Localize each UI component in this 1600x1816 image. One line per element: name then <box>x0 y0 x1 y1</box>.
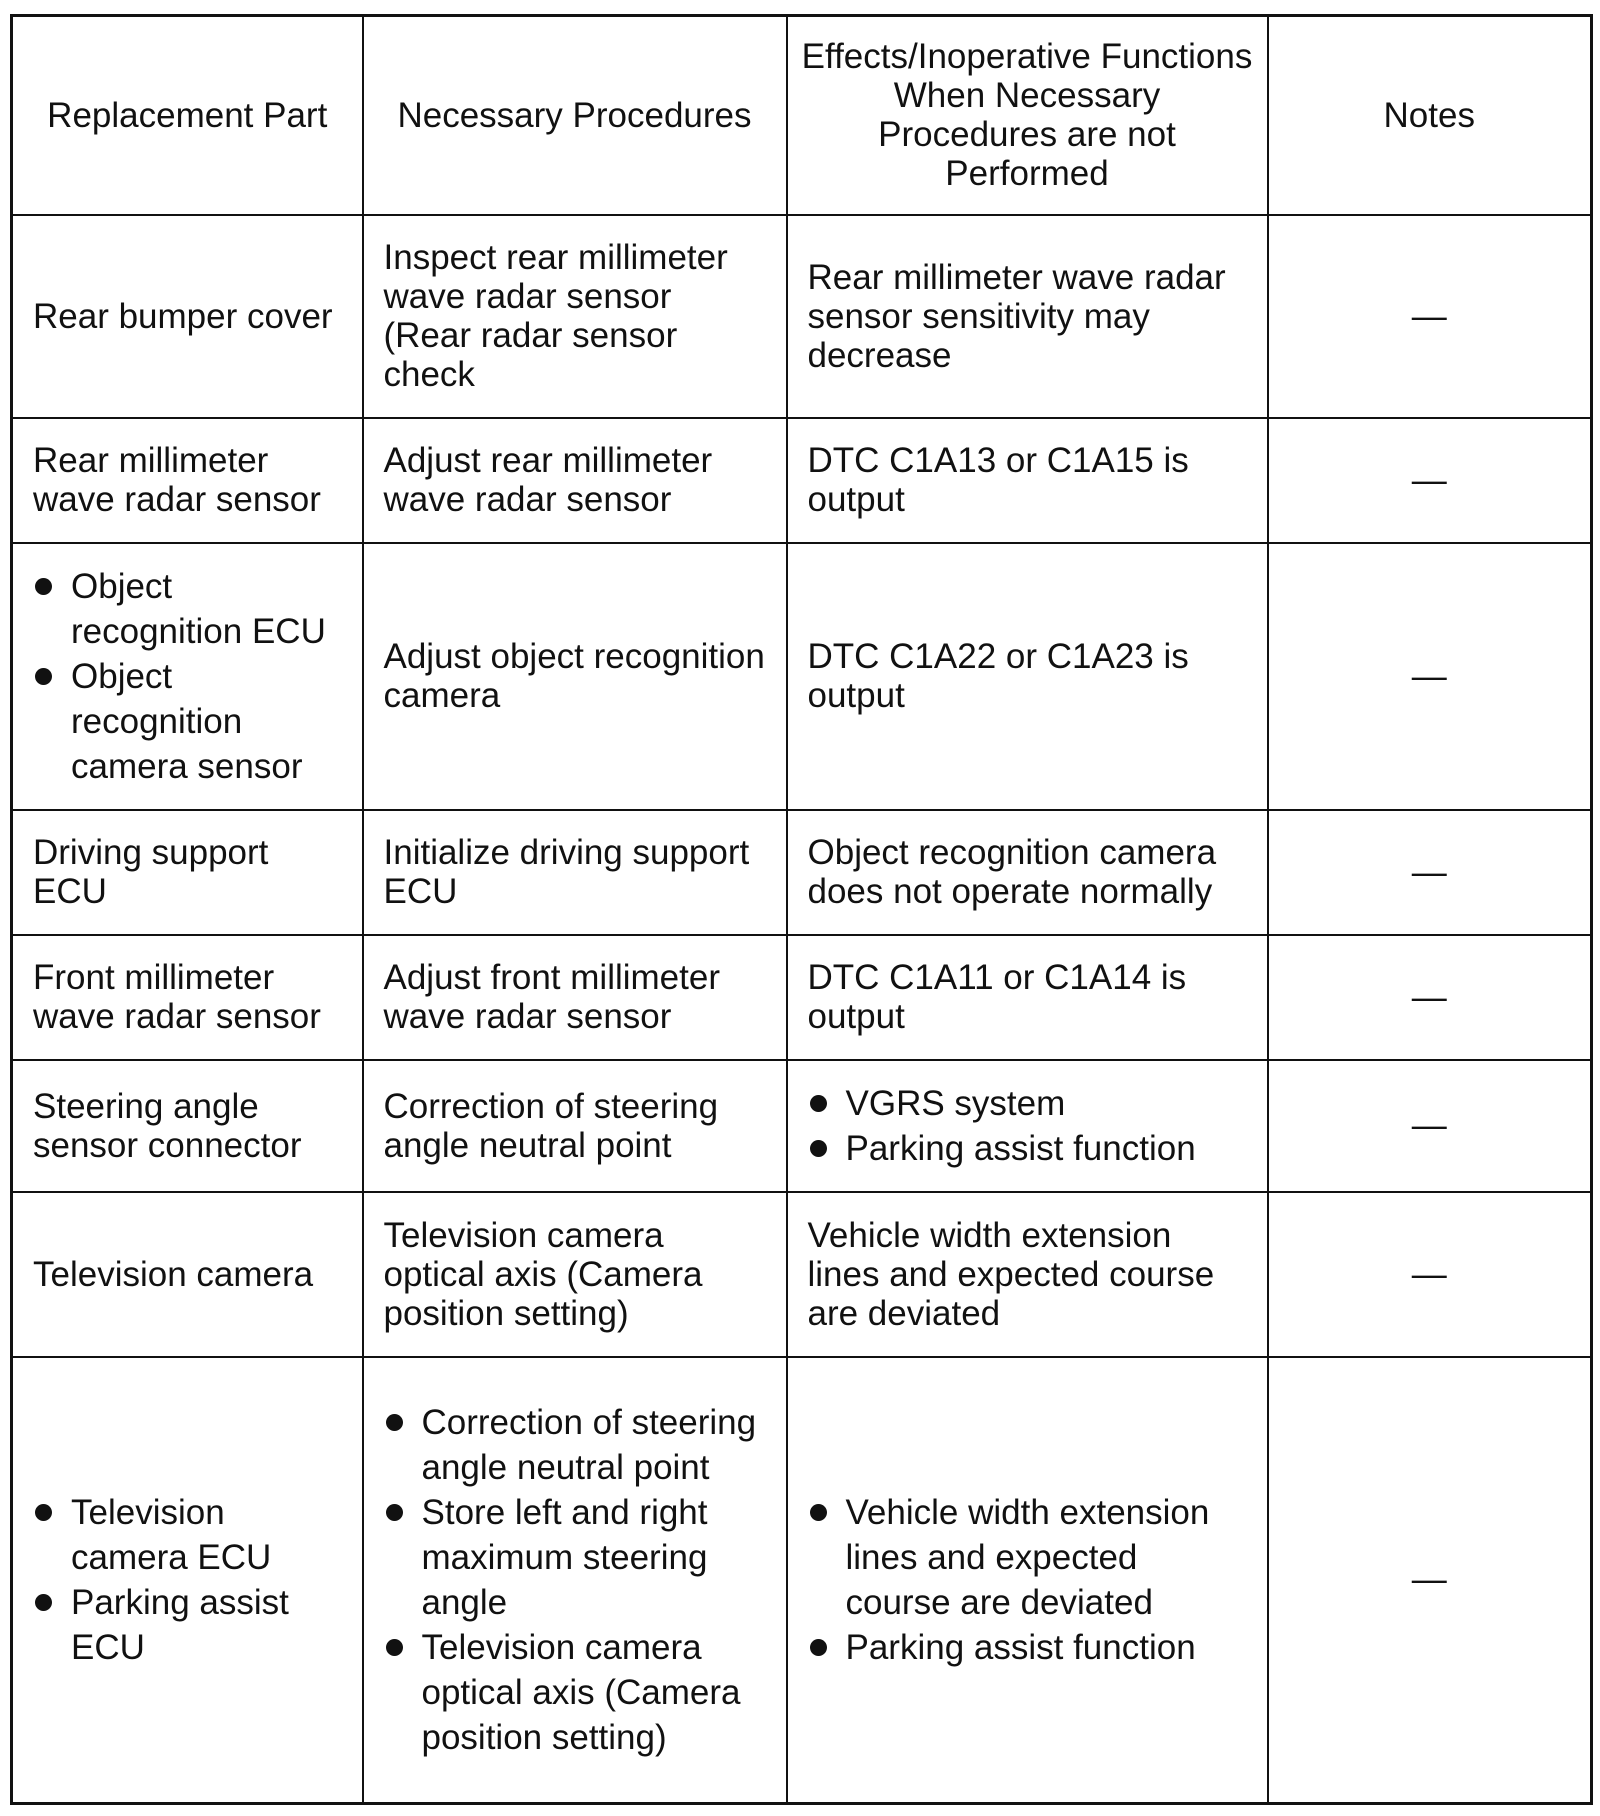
bullet-item <box>33 1490 342 1580</box>
cell-text: Object recognition camera does not operate normally <box>807 833 1217 911</box>
bullet-text: Television camera ECU <box>71 1492 272 1577</box>
cell-text: Adjust rear millimeter wave radar sensor <box>383 441 713 519</box>
bullet-icon <box>35 1594 52 1611</box>
replacement-part-cell <box>12 1192 363 1357</box>
cell-text: Correction of steering angle neutral point <box>383 1086 719 1165</box>
table-row <box>12 1192 1592 1357</box>
cell-text: Television camera <box>33 1254 314 1294</box>
bullet-item <box>33 1580 342 1670</box>
bullet-item <box>384 1625 766 1760</box>
replacement-part-cell <box>12 215 363 418</box>
notes-cell: — <box>1268 1357 1592 1804</box>
bullet-list <box>808 1490 1247 1670</box>
replacement-part-cell <box>12 1357 363 1804</box>
replacement-part-cell <box>12 935 363 1060</box>
notes-cell: — <box>1268 215 1592 418</box>
procedures-cell <box>363 418 787 543</box>
cell-text: Adjust front millimeter wave radar sensor <box>383 958 720 1036</box>
bullet-item <box>808 1490 1247 1625</box>
bullet-icon <box>35 578 52 595</box>
procedures-cell <box>363 1060 787 1192</box>
header-necessary-procedures: Necessary Procedures <box>363 16 787 215</box>
header-notes: Notes <box>1268 16 1592 215</box>
bullet-text: VGRS system <box>845 1083 1066 1123</box>
cell-text: Inspect rear millimeter wave radar sensor (Rear radar sensor check <box>383 238 728 394</box>
bullet-icon <box>386 1414 403 1431</box>
bullet-icon <box>35 668 52 685</box>
table-row <box>12 215 1592 418</box>
effects-cell <box>787 1192 1268 1357</box>
table-row <box>12 1357 1592 1804</box>
cell-text: Steering angle sensor connector <box>33 1086 302 1165</box>
bullet-text: Object recognition camera sensor <box>71 656 303 786</box>
replacement-part-cell <box>12 1060 363 1192</box>
bullet-text: Store left and right maximum steering angle <box>421 1492 708 1622</box>
bullet-text: Parking assist ECU <box>71 1582 289 1667</box>
replacement-part-cell <box>12 418 363 543</box>
replacement-part-cell <box>12 543 363 810</box>
notes-cell: — <box>1268 418 1592 543</box>
bullet-item <box>808 1081 1247 1126</box>
bullet-item <box>808 1625 1247 1670</box>
header-replacement-part: Replacement Part <box>12 16 363 215</box>
bullet-item <box>384 1400 766 1490</box>
notes-cell: — <box>1268 935 1592 1060</box>
effects-cell <box>787 543 1268 810</box>
table-row <box>12 543 1592 810</box>
procedures-cell <box>363 810 787 935</box>
cell-text: DTC C1A13 or C1A15 is output <box>807 441 1189 519</box>
header-row <box>12 16 1592 215</box>
replacement-part-cell <box>12 810 363 935</box>
effects-cell <box>787 1060 1268 1192</box>
cell-text: Driving support ECU <box>33 833 269 911</box>
effects-cell <box>787 215 1268 418</box>
bullet-icon <box>810 1639 827 1656</box>
bullet-list <box>808 1081 1247 1171</box>
bullet-item <box>384 1490 766 1625</box>
bullet-text: Object recognition ECU <box>71 566 326 651</box>
cell-text: Vehicle width extension lines and expected course are deviated <box>807 1215 1215 1333</box>
cell-text: Front millimeter wave radar sensor <box>33 958 321 1036</box>
notes-cell: — <box>1268 543 1592 810</box>
procedures-cell <box>363 1357 787 1804</box>
table-body <box>12 215 1592 1804</box>
notes-cell: — <box>1268 1060 1592 1192</box>
table-row <box>12 810 1592 935</box>
bullet-list <box>384 1400 766 1760</box>
cell-text: Rear millimeter wave radar sensor sensitivity may decrease <box>807 257 1226 375</box>
bullet-text: Parking assist function <box>845 1627 1196 1667</box>
bullet-text: Parking assist function <box>845 1128 1196 1168</box>
procedures-cell <box>363 935 787 1060</box>
bullet-text: Vehicle width extension lines and expected course are deviated <box>845 1492 1210 1622</box>
procedures-cell <box>363 1192 787 1357</box>
cell-text: DTC C1A11 or C1A14 is output <box>807 958 1187 1036</box>
bullet-item <box>33 654 342 789</box>
bullet-list <box>33 1490 342 1670</box>
effects-cell <box>787 1357 1268 1804</box>
bullet-item <box>808 1126 1247 1171</box>
cell-text: Rear millimeter wave radar sensor <box>33 441 321 519</box>
replacement-procedures-table <box>10 14 1593 1805</box>
procedures-cell <box>363 215 787 418</box>
notes-cell: — <box>1268 810 1592 935</box>
table-row <box>12 935 1592 1060</box>
header-effects: Effects/Inoperative Functions When Necessary Procedures are not Performed <box>787 16 1268 215</box>
cell-text: Initialize driving support ECU <box>383 833 750 911</box>
bullet-icon <box>810 1504 827 1521</box>
notes-cell: — <box>1268 1192 1592 1357</box>
bullet-item <box>33 564 342 654</box>
cell-text: DTC C1A22 or C1A23 is output <box>807 637 1189 715</box>
bullet-list <box>33 564 342 789</box>
bullet-icon <box>35 1504 52 1521</box>
effects-cell <box>787 810 1268 935</box>
cell-text: Rear bumper cover <box>33 296 333 336</box>
bullet-icon <box>386 1504 403 1521</box>
cell-text: Television camera optical axis (Camera position setting) <box>383 1215 703 1333</box>
effects-cell <box>787 418 1268 543</box>
effects-cell <box>787 935 1268 1060</box>
bullet-text: Correction of steering angle neutral point <box>421 1402 757 1487</box>
bullet-text: Television camera optical axis (Camera position setting) <box>421 1627 741 1757</box>
table-row <box>12 418 1592 543</box>
bullet-icon <box>810 1095 827 1112</box>
cell-text: Adjust object recognition camera <box>383 637 765 715</box>
procedures-cell <box>363 543 787 810</box>
table-row <box>12 1060 1592 1192</box>
bullet-icon <box>810 1140 827 1157</box>
bullet-icon <box>386 1639 403 1656</box>
